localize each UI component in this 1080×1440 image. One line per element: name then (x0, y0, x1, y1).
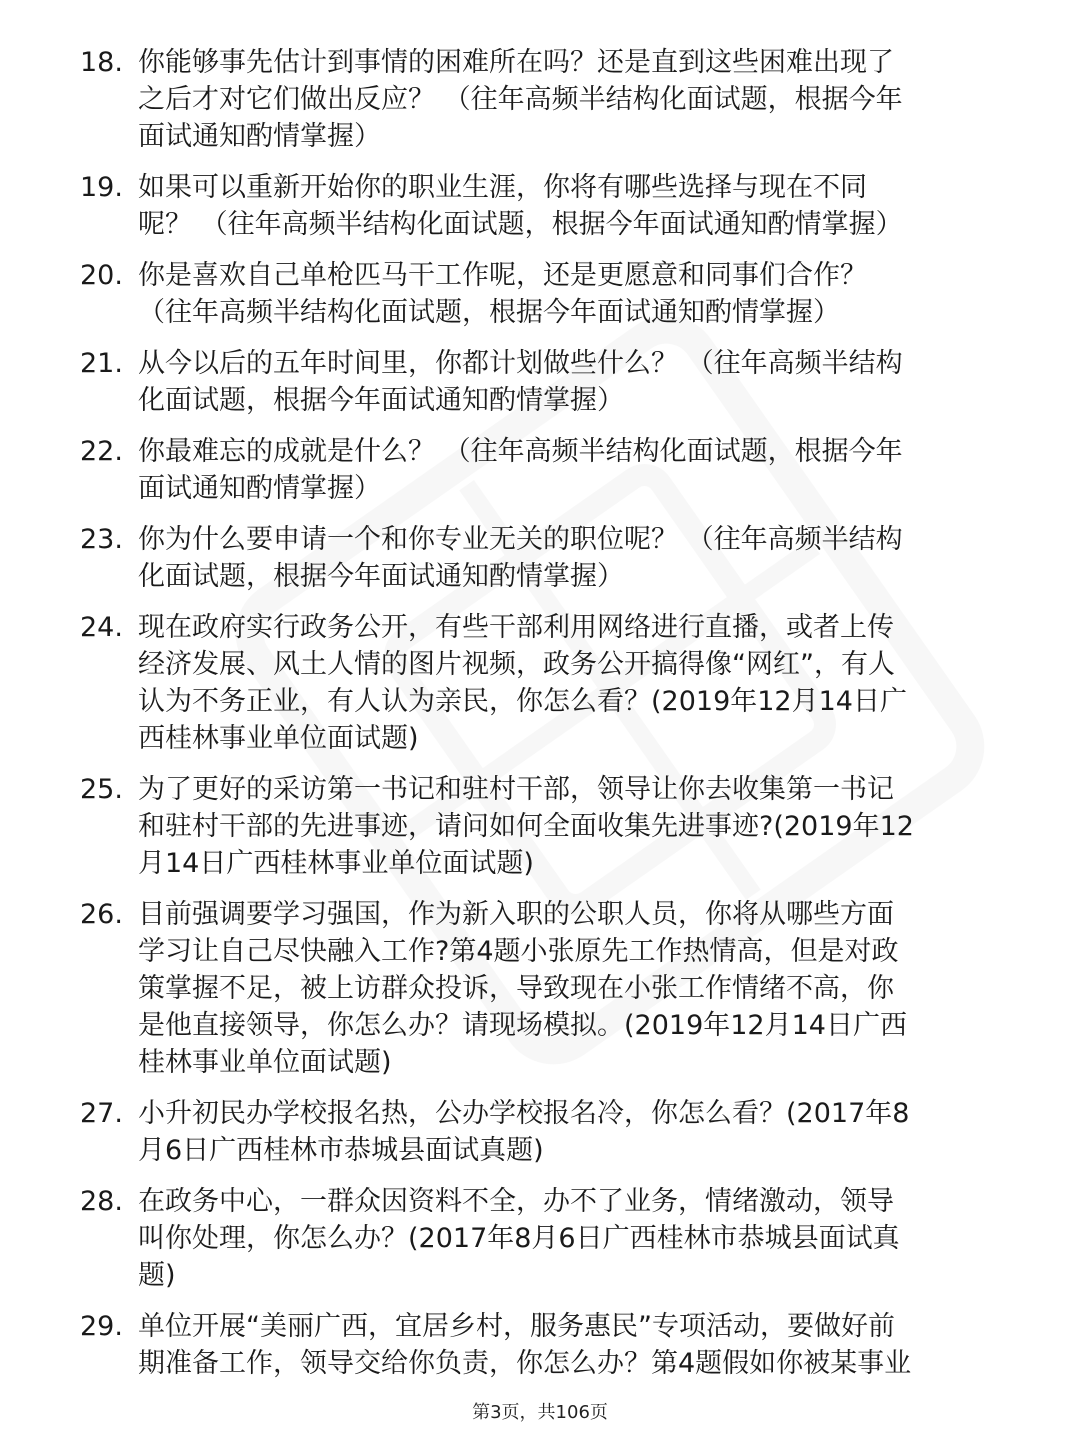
question-text: 在政务中心，一群众因资料不全，办不了业务，情绪激动，领导 叫你处理，你怎么办？(2017年8月6日广西桂林市恭城县面试真 题) (138, 1186, 900, 1291)
question-text: 如果可以重新开始你的职业生涯，你将有哪些选择与现在不同 呢？ （往年高频半结构化面试题，根据今年面试通知酌情掌握） (138, 172, 903, 240)
question-number: 21. (80, 348, 123, 379)
question-list (80, 44, 1000, 1396)
question-text: 为了更好的采访第一书记和驻村干部，领导让你去收集第一书记 和驻村干部的先进事迹，请问如何全面收集先进事迹?(2019年12 月14日广西桂林事业单位面试题) (138, 774, 914, 879)
question-item (80, 257, 1000, 331)
question-item (80, 771, 1000, 882)
question-item (80, 345, 1000, 419)
question-text: 你能够事先估计到事情的困难所在吗？还是直到这些困难出现了 之后才对它们做出反应？ （往年高频半结构化面试题，根据今年 面试通知酌情掌握） (138, 47, 903, 152)
question-text: 从今以后的五年时间里，你都计划做些什么？ （往年高频半结构 化面试题，根据今年面试通知酌情掌握） (138, 348, 903, 416)
question-text: 你是喜欢自己单枪匹马干工作呢，还是更愿意和同事们合作？ （往年高频半结构化面试题，根据今年面试通知酌情掌握） (138, 260, 867, 328)
question-number: 19. (80, 172, 123, 203)
question-text: 现在政府实行政务公开，有些干部利用网络进行直播，或者上传 经济发展、风土人情的图片视频，政务公开搞得像“网红”，有人 认为不务正业，有人认为亲民，你怎么看？(2019年12月14日广 西桂林事业单位面试题) (138, 612, 907, 754)
question-item (80, 896, 1000, 1081)
question-item (80, 169, 1000, 243)
question-text: 小升初民办学校报名热，公办学校报名冷，你怎么看？(2017年8 月6日广西桂林市恭城县面试真题) (138, 1098, 910, 1166)
page-indicator: 第3页，共106页 (472, 1402, 608, 1423)
question-number: 25. (80, 774, 123, 805)
question-item (80, 1308, 1000, 1382)
question-number: 23. (80, 524, 123, 555)
question-item (80, 433, 1000, 507)
question-number: 26. (80, 899, 123, 930)
question-item (80, 1095, 1000, 1169)
question-number: 18. (80, 47, 123, 78)
question-item (80, 44, 1000, 155)
question-number: 27. (80, 1098, 123, 1129)
question-text: 你最难忘的成就是什么？ （往年高频半结构化面试题，根据今年 面试通知酌情掌握） (138, 436, 903, 504)
question-number: 24. (80, 612, 123, 643)
question-number: 29. (80, 1311, 123, 1342)
question-item (80, 1183, 1000, 1294)
question-text: 单位开展“美丽广西，宜居乡村，服务惠民”专项活动，要做好前 期准备工作，领导交给你负责，你怎么办？第4题假如你被某事业 (138, 1311, 912, 1379)
question-text: 你为什么要申请一个和你专业无关的职位呢？ （往年高频半结构 化面试题，根据今年面试通知酌情掌握） (138, 524, 903, 592)
question-number: 28. (80, 1186, 123, 1217)
question-number: 22. (80, 436, 123, 467)
question-item (80, 609, 1000, 757)
question-text: 目前强调要学习强国，作为新入职的公职人员，你将从哪些方面 学习让自己尽快融入工作?第4题小张原先工作热情高，但是对政 策掌握不足，被上访群众投诉，导致现在小张工作情绪不高，你 是他直接领导，你怎么办？请现场模拟。(2019年12月14日广西 桂林事业单位面试题) (138, 899, 907, 1078)
question-number: 20. (80, 260, 123, 291)
question-item (80, 521, 1000, 595)
